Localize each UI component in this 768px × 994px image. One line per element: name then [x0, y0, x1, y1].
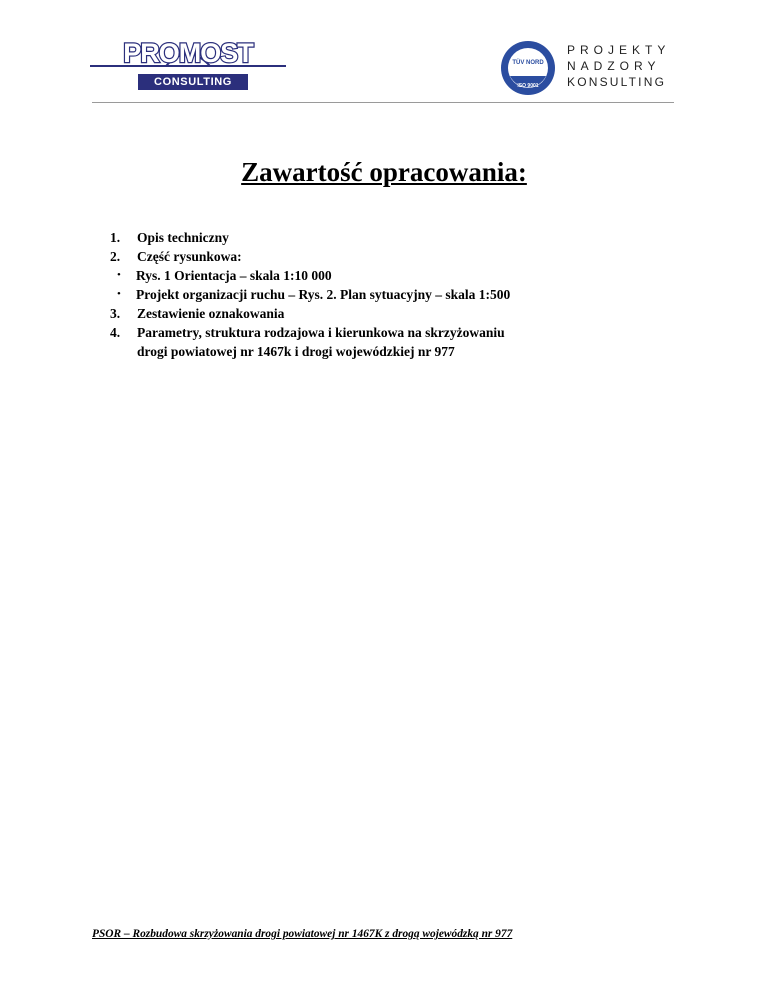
toc-number: 2.	[110, 249, 121, 264]
toc-number: 4.	[110, 325, 121, 340]
toc-text: Zestawienie oznakowania	[137, 306, 285, 321]
toc-subitem	[110, 285, 670, 304]
promost-wordmark	[88, 40, 288, 74]
toc-text: drogi powiatowej nr 1467k i drogi wojewódzkiej nr 977	[137, 344, 455, 359]
pnk-line-2: NADZORY	[567, 59, 661, 73]
bullet-icon: •	[117, 269, 121, 281]
promost-logo	[88, 40, 288, 92]
page-title: Zawartość opracowania:	[241, 157, 527, 187]
toc-item	[110, 304, 670, 323]
header-divider	[92, 102, 674, 103]
toc-text: Rys. 1 Orientacja – skala 1:10 000	[136, 268, 332, 283]
promost-word: PROMOST	[123, 40, 253, 68]
toc-item-continuation	[110, 342, 670, 361]
table-of-contents	[110, 228, 670, 361]
pnk-line-3: KONSULTING	[567, 75, 667, 89]
toc-text: Opis techniczny	[137, 230, 229, 245]
pnk-line-1: PROJEKTY	[567, 43, 671, 57]
toc-text: Parametry, struktura rodzajowa i kierunkowa na skrzyżowaniu	[137, 325, 505, 340]
pnk-logo	[567, 42, 687, 90]
toc-subitem	[110, 266, 670, 285]
page-footer: PSOR – Rozbudowa skrzyżowania drogi powiatowej nr 1467K z drogą wojewódzką nr 977	[92, 928, 513, 940]
toc-item	[110, 323, 670, 342]
toc-number: 1.	[110, 230, 121, 245]
toc-text: Część rysunkowa:	[137, 249, 242, 264]
toc-item	[110, 247, 670, 266]
promost-sub: CONSULTING	[138, 74, 248, 90]
bullet-icon: •	[117, 288, 121, 300]
toc-item	[110, 228, 670, 247]
toc-text: Projekt organizacji ruchu – Rys. 2. Plan sytuacyjny – skala 1:500	[136, 287, 511, 302]
tuv-certification-seal	[500, 40, 556, 96]
page-header	[0, 0, 768, 110]
seal-bottom-text: ISO 9001	[517, 83, 539, 89]
seal-top-text: TÜV NORD	[512, 60, 544, 66]
toc-number: 3.	[110, 306, 121, 321]
